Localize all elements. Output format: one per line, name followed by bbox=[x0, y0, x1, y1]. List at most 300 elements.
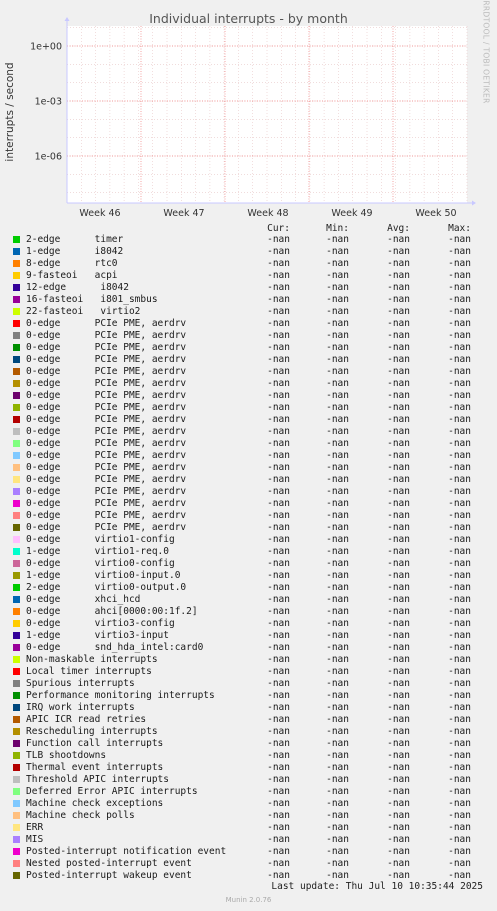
legend-swatch bbox=[13, 500, 20, 507]
legend-value-min: -nan bbox=[326, 822, 349, 833]
legend-row bbox=[0, 354, 497, 366]
legend-value-cur: -nan bbox=[267, 414, 290, 425]
legend-value-cur: -nan bbox=[267, 846, 290, 857]
legend-series-name: 9-fasteoi acpi bbox=[26, 270, 118, 281]
legend-value-avg: -nan bbox=[387, 846, 410, 857]
legend-series-name: 0-edge ahci[0000:00:1f.2] bbox=[26, 606, 198, 617]
legend-series-name: 0-edge virtio1-config bbox=[26, 534, 175, 545]
legend-series-name: Thermal event interrupts bbox=[26, 762, 164, 773]
legend-value-avg: -nan bbox=[387, 294, 410, 305]
legend-value-cur: -nan bbox=[267, 510, 290, 521]
legend-value-avg: -nan bbox=[387, 414, 410, 425]
legend-value-avg: -nan bbox=[387, 546, 410, 557]
legend-value-cur: -nan bbox=[267, 258, 290, 269]
legend-value-min: -nan bbox=[326, 306, 349, 317]
legend-row bbox=[0, 570, 497, 582]
legend-swatch bbox=[13, 764, 20, 771]
legend-value-min: -nan bbox=[326, 342, 349, 353]
legend-value-avg: -nan bbox=[387, 318, 410, 329]
legend-series-name: Spurious interrupts bbox=[26, 678, 135, 689]
legend-swatch bbox=[13, 800, 20, 807]
legend-row bbox=[0, 534, 497, 546]
legend-swatch bbox=[13, 476, 20, 483]
legend-swatch bbox=[13, 632, 20, 639]
legend-series-name: Machine check polls bbox=[26, 810, 135, 821]
legend-value-max: -nan bbox=[448, 846, 471, 857]
legend-row bbox=[0, 402, 497, 414]
legend-value-cur: -nan bbox=[267, 822, 290, 833]
legend-value-avg: -nan bbox=[387, 654, 410, 665]
legend-swatch bbox=[13, 404, 20, 411]
legend-value-cur: -nan bbox=[267, 390, 290, 401]
legend-value-avg: -nan bbox=[387, 306, 410, 317]
legend-value-max: -nan bbox=[448, 498, 471, 509]
x-axis-arrow bbox=[472, 201, 476, 206]
legend-series-name: Function call interrupts bbox=[26, 738, 164, 749]
legend-swatch bbox=[13, 356, 20, 363]
legend-value-min: -nan bbox=[326, 546, 349, 557]
legend-value-cur: -nan bbox=[267, 630, 290, 641]
legend-value-min: -nan bbox=[326, 834, 349, 845]
legend-value-avg: -nan bbox=[387, 762, 410, 773]
legend-value-max: -nan bbox=[448, 390, 471, 401]
legend-value-avg: -nan bbox=[387, 438, 410, 449]
legend-value-avg: -nan bbox=[387, 714, 410, 725]
legend-series-name: 0-edge PCIe PME, aerdrv bbox=[26, 378, 187, 389]
legend-series-name: Nested posted-interrupt event bbox=[26, 858, 192, 869]
legend-value-cur: -nan bbox=[267, 378, 290, 389]
legend-series-name: 0-edge PCIe PME, aerdrv bbox=[26, 462, 187, 473]
legend-value-avg: -nan bbox=[387, 666, 410, 677]
legend-value-min: -nan bbox=[326, 534, 349, 545]
y-tick-label: 1e-03 bbox=[34, 96, 62, 108]
legend-value-min: -nan bbox=[326, 738, 349, 749]
rrdtool-watermark: RRDTOOL / TOBI OETIKER bbox=[481, 0, 491, 104]
legend-value-cur: -nan bbox=[267, 318, 290, 329]
legend-row bbox=[0, 834, 497, 846]
legend-value-min: -nan bbox=[326, 618, 349, 629]
legend-value-min: -nan bbox=[326, 798, 349, 809]
legend-value-min: -nan bbox=[326, 246, 349, 257]
legend-value-min: -nan bbox=[326, 594, 349, 605]
legend-value-avg: -nan bbox=[387, 450, 410, 461]
legend-row bbox=[0, 762, 497, 774]
legend-header-avg: Avg: bbox=[387, 223, 410, 234]
legend-row bbox=[0, 426, 497, 438]
legend-row bbox=[0, 726, 497, 738]
legend-value-max: -nan bbox=[448, 702, 471, 713]
y-tick-label: 1e+00 bbox=[30, 41, 62, 53]
legend-row bbox=[0, 342, 497, 354]
legend-value-min: -nan bbox=[326, 402, 349, 413]
legend-row bbox=[0, 486, 497, 498]
legend-swatch bbox=[13, 560, 20, 567]
legend-value-cur: -nan bbox=[267, 642, 290, 653]
legend-row bbox=[0, 618, 497, 630]
legend-series-name: 0-edge virtio0-config bbox=[26, 558, 175, 569]
legend-swatch bbox=[13, 716, 20, 723]
legend-value-cur: -nan bbox=[267, 486, 290, 497]
legend-value-cur: -nan bbox=[267, 786, 290, 797]
legend-value-cur: -nan bbox=[267, 858, 290, 869]
legend-series-name: Posted-interrupt wakeup event bbox=[26, 870, 192, 881]
legend-value-avg: -nan bbox=[387, 558, 410, 569]
legend-row bbox=[0, 786, 497, 798]
legend-swatch bbox=[13, 704, 20, 711]
legend-header-min: Min: bbox=[326, 223, 349, 234]
legend-swatch bbox=[13, 368, 20, 375]
legend-value-cur: -nan bbox=[267, 870, 290, 881]
legend-value-cur: -nan bbox=[267, 282, 290, 293]
legend-value-cur: -nan bbox=[267, 234, 290, 245]
legend-swatch bbox=[13, 380, 20, 387]
legend-value-max: -nan bbox=[448, 810, 471, 821]
legend-value-min: -nan bbox=[326, 270, 349, 281]
legend-value-max: -nan bbox=[448, 318, 471, 329]
legend-value-max: -nan bbox=[448, 510, 471, 521]
legend-value-max: -nan bbox=[448, 294, 471, 305]
legend-row bbox=[0, 510, 497, 522]
legend-value-cur: -nan bbox=[267, 834, 290, 845]
legend-value-cur: -nan bbox=[267, 666, 290, 677]
legend-value-max: -nan bbox=[448, 678, 471, 689]
legend-value-cur: -nan bbox=[267, 522, 290, 533]
legend-value-avg: -nan bbox=[387, 606, 410, 617]
legend-value-min: -nan bbox=[326, 750, 349, 761]
legend-value-max: -nan bbox=[448, 534, 471, 545]
legend-swatch bbox=[13, 428, 20, 435]
legend-series-name: 0-edge PCIe PME, aerdrv bbox=[26, 342, 187, 353]
legend-row bbox=[0, 270, 497, 282]
legend-row bbox=[0, 258, 497, 270]
legend-value-max: -nan bbox=[448, 378, 471, 389]
legend-value-avg: -nan bbox=[387, 750, 410, 761]
legend-value-avg: -nan bbox=[387, 858, 410, 869]
legend-row bbox=[0, 810, 497, 822]
legend-value-max: -nan bbox=[448, 234, 471, 245]
legend-value-max: -nan bbox=[448, 342, 471, 353]
legend-swatch bbox=[13, 788, 20, 795]
legend-series-name: 0-edge PCIe PME, aerdrv bbox=[26, 366, 187, 377]
legend-row bbox=[0, 714, 497, 726]
legend-row bbox=[0, 474, 497, 486]
legend-value-max: -nan bbox=[448, 690, 471, 701]
legend-value-avg: -nan bbox=[387, 426, 410, 437]
last-update: Last update: Thu Jul 10 10:35:44 2025 bbox=[271, 881, 483, 892]
legend-value-cur: -nan bbox=[267, 558, 290, 569]
legend-swatch bbox=[13, 872, 20, 879]
legend-value-max: -nan bbox=[448, 282, 471, 293]
legend-swatch bbox=[13, 620, 20, 627]
legend-row bbox=[0, 438, 497, 450]
legend-swatch bbox=[13, 344, 20, 351]
legend-value-avg: -nan bbox=[387, 282, 410, 293]
legend-series-name: Threshold APIC interrupts bbox=[26, 774, 169, 785]
legend-value-max: -nan bbox=[448, 798, 471, 809]
legend-value-cur: -nan bbox=[267, 714, 290, 725]
legend-value-max: -nan bbox=[448, 774, 471, 785]
legend-value-max: -nan bbox=[448, 414, 471, 425]
legend-value-min: -nan bbox=[326, 474, 349, 485]
legend-value-avg: -nan bbox=[387, 570, 410, 581]
legend-series-name: Deferred Error APIC interrupts bbox=[26, 786, 198, 797]
legend-value-cur: -nan bbox=[267, 654, 290, 665]
legend-row bbox=[0, 462, 497, 474]
legend-value-min: -nan bbox=[326, 690, 349, 701]
legend-value-max: -nan bbox=[448, 270, 471, 281]
legend-swatch bbox=[13, 752, 20, 759]
legend-series-name: 1-edge virtio0-input.0 bbox=[26, 570, 181, 581]
legend-value-max: -nan bbox=[448, 354, 471, 365]
legend-value-avg: -nan bbox=[387, 510, 410, 521]
legend-value-avg: -nan bbox=[387, 642, 410, 653]
legend-row bbox=[0, 606, 497, 618]
legend-value-min: -nan bbox=[326, 282, 349, 293]
legend-value-cur: -nan bbox=[267, 438, 290, 449]
legend-value-cur: -nan bbox=[267, 294, 290, 305]
legend-swatch bbox=[13, 464, 20, 471]
legend-row bbox=[0, 702, 497, 714]
legend-value-min: -nan bbox=[326, 714, 349, 725]
legend-row bbox=[0, 582, 497, 594]
legend-series-name: 0-edge PCIe PME, aerdrv bbox=[26, 414, 187, 425]
legend-value-avg: -nan bbox=[387, 366, 410, 377]
legend-value-cur: -nan bbox=[267, 366, 290, 377]
legend-value-max: -nan bbox=[448, 582, 471, 593]
legend-swatch bbox=[13, 740, 20, 747]
legend-series-name: IRQ work interrupts bbox=[26, 702, 135, 713]
legend-value-max: -nan bbox=[448, 858, 471, 869]
x-tick-label: Week 49 bbox=[331, 208, 373, 219]
legend-swatch bbox=[13, 812, 20, 819]
legend-value-min: -nan bbox=[326, 762, 349, 773]
legend-swatch bbox=[13, 272, 20, 279]
legend-value-max: -nan bbox=[448, 366, 471, 377]
legend-value-min: -nan bbox=[326, 786, 349, 797]
x-tick-label: Week 50 bbox=[415, 208, 457, 219]
legend-series-name: 16-fasteoi i801_smbus bbox=[26, 294, 158, 305]
legend-series-name: 0-edge PCIe PME, aerdrv bbox=[26, 486, 187, 497]
y-axis-label: interrupts / second bbox=[4, 62, 16, 162]
legend-swatch bbox=[13, 584, 20, 591]
legend-value-min: -nan bbox=[326, 510, 349, 521]
legend-value-avg: -nan bbox=[387, 522, 410, 533]
legend-value-avg: -nan bbox=[387, 630, 410, 641]
legend-series-name: 0-edge snd_hda_intel:card0 bbox=[26, 642, 204, 653]
legend-value-cur: -nan bbox=[267, 678, 290, 689]
legend-value-cur: -nan bbox=[267, 498, 290, 509]
legend-swatch bbox=[13, 308, 20, 315]
legend-value-max: -nan bbox=[448, 642, 471, 653]
legend-swatch bbox=[13, 860, 20, 867]
chart-plot bbox=[0, 0, 497, 230]
legend-swatch bbox=[13, 572, 20, 579]
legend-value-avg: -nan bbox=[387, 390, 410, 401]
legend-row bbox=[0, 318, 497, 330]
legend-value-avg: -nan bbox=[387, 270, 410, 281]
legend-series-name: Local timer interrupts bbox=[26, 666, 152, 677]
legend-value-min: -nan bbox=[326, 450, 349, 461]
legend-series-name: 0-edge PCIe PME, aerdrv bbox=[26, 450, 187, 461]
legend-value-max: -nan bbox=[448, 450, 471, 461]
legend-value-avg: -nan bbox=[387, 678, 410, 689]
legend-value-max: -nan bbox=[448, 258, 471, 269]
legend-value-max: -nan bbox=[448, 618, 471, 629]
legend-value-min: -nan bbox=[326, 570, 349, 581]
legend-row bbox=[0, 642, 497, 654]
legend-series-name: 0-edge PCIe PME, aerdrv bbox=[26, 474, 187, 485]
legend-value-cur: -nan bbox=[267, 306, 290, 317]
legend-value-avg: -nan bbox=[387, 594, 410, 605]
legend-swatch bbox=[13, 644, 20, 651]
legend-value-cur: -nan bbox=[267, 738, 290, 749]
legend-value-max: -nan bbox=[448, 870, 471, 881]
legend-value-avg: -nan bbox=[387, 618, 410, 629]
legend-value-max: -nan bbox=[448, 630, 471, 641]
legend-swatch bbox=[13, 512, 20, 519]
legend-swatch bbox=[13, 392, 20, 399]
legend-value-cur: -nan bbox=[267, 606, 290, 617]
legend-value-min: -nan bbox=[326, 438, 349, 449]
legend-value-min: -nan bbox=[326, 558, 349, 569]
legend-value-min: -nan bbox=[326, 426, 349, 437]
legend-value-max: -nan bbox=[448, 474, 471, 485]
legend-value-avg: -nan bbox=[387, 870, 410, 881]
legend-value-avg: -nan bbox=[387, 738, 410, 749]
legend-value-cur: -nan bbox=[267, 462, 290, 473]
legend-value-max: -nan bbox=[448, 330, 471, 341]
legend-value-max: -nan bbox=[448, 486, 471, 497]
legend-value-min: -nan bbox=[326, 870, 349, 881]
legend-series-name: 0-edge PCIe PME, aerdrv bbox=[26, 354, 187, 365]
legend-series-name: 8-edge rtc0 bbox=[26, 258, 118, 269]
legend-swatch bbox=[13, 608, 20, 615]
legend-row bbox=[0, 246, 497, 258]
legend-series-name: 1-edge i8042 bbox=[26, 246, 124, 257]
legend-swatch bbox=[13, 728, 20, 735]
legend-row bbox=[0, 630, 497, 642]
legend-swatch bbox=[13, 776, 20, 783]
legend-row bbox=[0, 690, 497, 702]
munin-version: Munin 2.0.76 bbox=[225, 896, 272, 904]
legend-value-cur: -nan bbox=[267, 402, 290, 413]
legend-swatch bbox=[13, 320, 20, 327]
legend-value-min: -nan bbox=[326, 366, 349, 377]
legend-value-avg: -nan bbox=[387, 498, 410, 509]
legend-row bbox=[0, 666, 497, 678]
legend-swatch bbox=[13, 488, 20, 495]
legend-row bbox=[0, 450, 497, 462]
legend-value-cur: -nan bbox=[267, 774, 290, 785]
legend-value-min: -nan bbox=[326, 378, 349, 389]
legend-swatch bbox=[13, 452, 20, 459]
legend-value-cur: -nan bbox=[267, 342, 290, 353]
x-tick-label: Week 46 bbox=[79, 208, 121, 219]
legend-value-cur: -nan bbox=[267, 762, 290, 773]
legend-value-min: -nan bbox=[326, 294, 349, 305]
legend-swatch bbox=[13, 296, 20, 303]
legend-series-name: 0-edge PCIe PME, aerdrv bbox=[26, 426, 187, 437]
legend-series-name: 2-edge virtio0-output.0 bbox=[26, 582, 187, 593]
legend-swatch bbox=[13, 692, 20, 699]
legend-value-min: -nan bbox=[326, 606, 349, 617]
legend-value-min: -nan bbox=[326, 390, 349, 401]
legend-value-max: -nan bbox=[448, 786, 471, 797]
legend-series-name: 0-edge xhci_hcd bbox=[26, 594, 141, 605]
legend-value-cur: -nan bbox=[267, 702, 290, 713]
legend-series-name: ERR bbox=[26, 822, 44, 833]
legend-row bbox=[0, 378, 497, 390]
legend-value-avg: -nan bbox=[387, 258, 410, 269]
legend-row bbox=[0, 306, 497, 318]
legend-swatch bbox=[13, 332, 20, 339]
legend-value-max: -nan bbox=[448, 306, 471, 317]
legend-series-name: 0-edge PCIe PME, aerdrv bbox=[26, 510, 187, 521]
legend-value-max: -nan bbox=[448, 570, 471, 581]
legend-value-avg: -nan bbox=[387, 486, 410, 497]
legend-value-avg: -nan bbox=[387, 582, 410, 593]
legend-series-name: 22-fasteoi virtio2 bbox=[26, 306, 141, 317]
legend-row bbox=[0, 750, 497, 762]
legend-swatch bbox=[13, 524, 20, 531]
legend-swatch bbox=[13, 260, 20, 267]
legend-value-min: -nan bbox=[326, 726, 349, 737]
legend-series-name: 12-edge i8042 bbox=[26, 282, 129, 293]
legend-row bbox=[0, 798, 497, 810]
legend-value-max: -nan bbox=[448, 714, 471, 725]
legend-series-name: 0-edge PCIe PME, aerdrv bbox=[26, 330, 187, 341]
legend-value-max: -nan bbox=[448, 402, 471, 413]
legend-value-avg: -nan bbox=[387, 798, 410, 809]
legend-value-cur: -nan bbox=[267, 798, 290, 809]
legend-value-min: -nan bbox=[326, 498, 349, 509]
legend-value-min: -nan bbox=[326, 858, 349, 869]
legend-swatch bbox=[13, 656, 20, 663]
legend-value-avg: -nan bbox=[387, 726, 410, 737]
legend-swatch bbox=[13, 668, 20, 675]
legend-value-min: -nan bbox=[326, 582, 349, 593]
legend-value-min: -nan bbox=[326, 654, 349, 665]
legend-row bbox=[0, 678, 497, 690]
legend-value-max: -nan bbox=[448, 438, 471, 449]
legend-row bbox=[0, 594, 497, 606]
legend-header-cur: Cur: bbox=[267, 223, 290, 234]
chart-title: Individual interrupts - by month bbox=[149, 11, 348, 26]
legend-value-max: -nan bbox=[448, 426, 471, 437]
legend-swatch bbox=[13, 236, 20, 243]
legend-value-min: -nan bbox=[326, 414, 349, 425]
legend-swatch bbox=[13, 824, 20, 831]
legend-value-min: -nan bbox=[326, 630, 349, 641]
legend-series-name: APIC ICR read retries bbox=[26, 714, 147, 725]
legend-value-min: -nan bbox=[326, 330, 349, 341]
legend-series-name: 0-edge PCIe PME, aerdrv bbox=[26, 438, 187, 449]
legend-series-name: Performance monitoring interrupts bbox=[26, 690, 215, 701]
legend-value-cur: -nan bbox=[267, 594, 290, 605]
legend-value-min: -nan bbox=[326, 666, 349, 677]
legend-value-cur: -nan bbox=[267, 750, 290, 761]
legend-value-cur: -nan bbox=[267, 582, 290, 593]
legend-swatch bbox=[13, 596, 20, 603]
legend-value-avg: -nan bbox=[387, 402, 410, 413]
legend-value-min: -nan bbox=[326, 462, 349, 473]
legend-value-avg: -nan bbox=[387, 822, 410, 833]
legend-row bbox=[0, 846, 497, 858]
legend-series-name: Rescheduling interrupts bbox=[26, 726, 158, 737]
legend-swatch bbox=[13, 416, 20, 423]
legend-row bbox=[0, 822, 497, 834]
legend-value-cur: -nan bbox=[267, 618, 290, 629]
